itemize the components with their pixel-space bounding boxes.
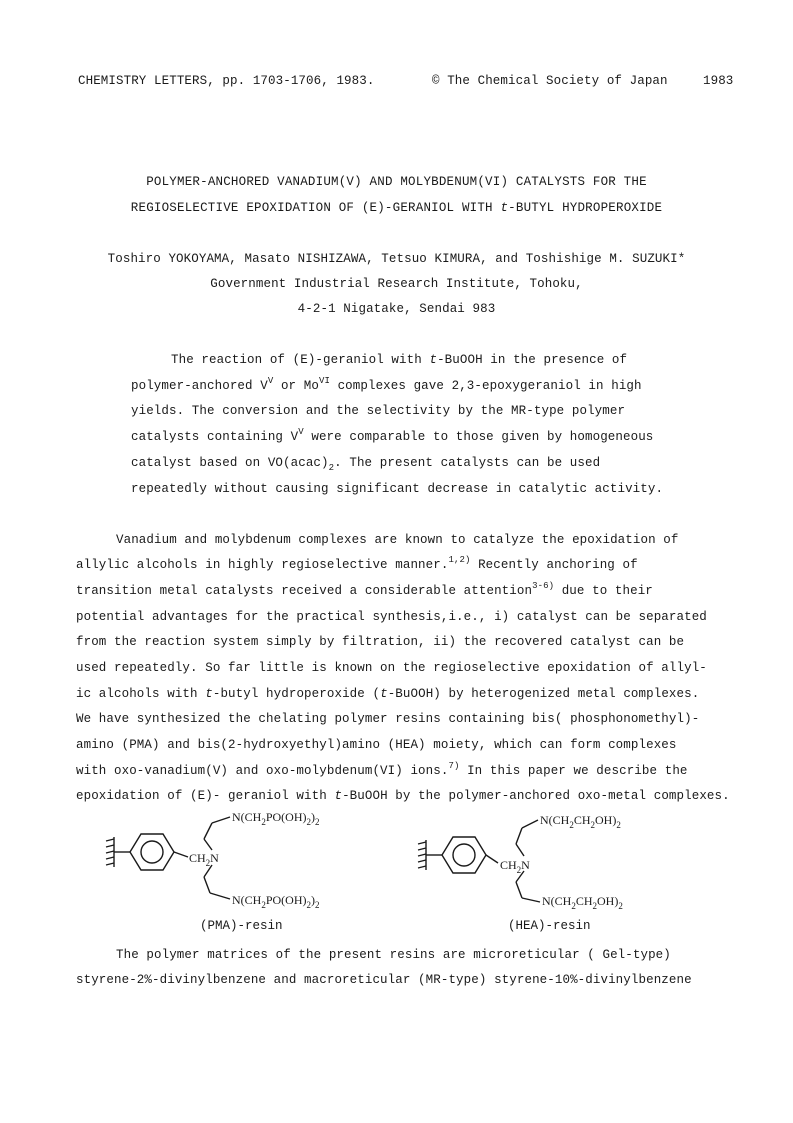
body-line: Vanadium and molybdenum complexes are known to catalyze the epoxidation of xyxy=(116,533,679,547)
abstract-line: yields. The conversion and the selectivity by the MR-type polymer xyxy=(131,404,626,418)
body-line: styrene-2%-divinylbenzene and macroreticular (MR-type) styrene-10%-divinylbenzene xyxy=(76,973,692,987)
paper-title-line-1: POLYMER-ANCHORED VANADIUM(V) AND MOLYBDENUM(VI) CATALYSTS FOR THE xyxy=(146,175,647,189)
body-line: amino (PMA) and bis(2-hydroxyethyl)amino (HEA) moiety, which can form complexes xyxy=(76,738,677,752)
body-line: epoxidation of (E)- geraniol with t-BuOOH by the polymer-anchored oxo-metal complexes. xyxy=(76,789,730,803)
affiliation-address: 4-2-1 Nigatake, Sendai 983 xyxy=(297,302,496,316)
paper-title-line-2: REGIOSELECTIVE EPOXIDATION OF (E)-GERANIOL WITH t-BUTYL HYDROPEROXIDE xyxy=(130,201,663,215)
journal-citation: CHEMISTRY LETTERS, pp. 1703-1706, 1983. xyxy=(78,74,375,88)
hea-resin-structure xyxy=(412,813,692,938)
pma-ch2n-label: $CH_2N$ xyxy=(189,851,219,868)
body-line: potential advantages for the practical synthesis,i.e., i) catalyst can be separated xyxy=(76,610,707,624)
header-year: 1983 xyxy=(703,74,734,88)
affiliation-institute: Government Industrial Research Institute, Tohoku, xyxy=(210,277,583,291)
abstract-line: catalyst based on $VO(acac)_2$. The present catalysts can be used xyxy=(131,456,601,473)
abstract-line: The reaction of (E)-geraniol with t-BuOOH in the presence of xyxy=(171,353,628,367)
body-line: used repeatedly. So far little is known on the regioselective epoxidation of allyl- xyxy=(76,661,707,675)
body-line: ic alcohols with t-butyl hydroperoxide (t-BuOOH) by heterogenized metal complexes. xyxy=(76,687,700,701)
abstract-line: polymer-anchored $V^V$ or $Mo^{VI}$ complexes gave 2,3-epoxygeraniol in high xyxy=(131,376,642,393)
copyright-notice: © The Chemical Society of Japan xyxy=(432,74,668,88)
body-line: from the reaction system simply by filtration, ii) the recovered catalyst can be xyxy=(76,635,685,649)
hea-caption: (HEA)-resin xyxy=(508,919,591,933)
pma-caption: (PMA)-resin xyxy=(200,919,283,933)
hea-bottom-group: $N(CH_2CH_2OH)_2$ xyxy=(542,894,623,911)
author-list: Toshiro YOKOYAMA, Masato NISHIZAWA, Tetsuo KIMURA, and Toshishige M. SUZUKI* xyxy=(107,252,686,266)
hea-ch2n-label: $CH_2N$ xyxy=(500,858,530,875)
pma-structure-drawing xyxy=(100,815,380,935)
body-line: transition metal catalysts received a considerable attention$^{3-6)}$ due to their xyxy=(76,581,653,598)
pma-bottom-group: $N(CH_2PO(OH)_2)_2$ xyxy=(232,893,320,910)
hea-top-group: $N(CH_2CH_2OH)_2$ xyxy=(540,813,621,830)
body-line: allylic alcohols in highly regioselective manner.$^{1,2)}$ Recently anchoring of xyxy=(76,555,638,572)
abstract-line: catalysts containing $V^V$ were comparable to those given by homogeneous xyxy=(131,427,654,444)
body-line: We have synthesized the chelating polymer resins containing bis( phosphonomethyl)- xyxy=(76,712,700,726)
pma-resin-structure xyxy=(100,810,380,935)
abstract-line: repeatedly without causing significant decrease in catalytic activity. xyxy=(131,482,664,496)
pma-top-group: $N(CH_2PO(OH)_2)_2$ xyxy=(232,810,320,827)
body-line: The polymer matrices of the present resins are microreticular ( Gel-type) xyxy=(116,948,671,962)
body-line: with oxo-vanadium(V) and oxo-molybdenum(VI) ions.$^{7)}$ In this paper we describe the xyxy=(76,761,688,778)
